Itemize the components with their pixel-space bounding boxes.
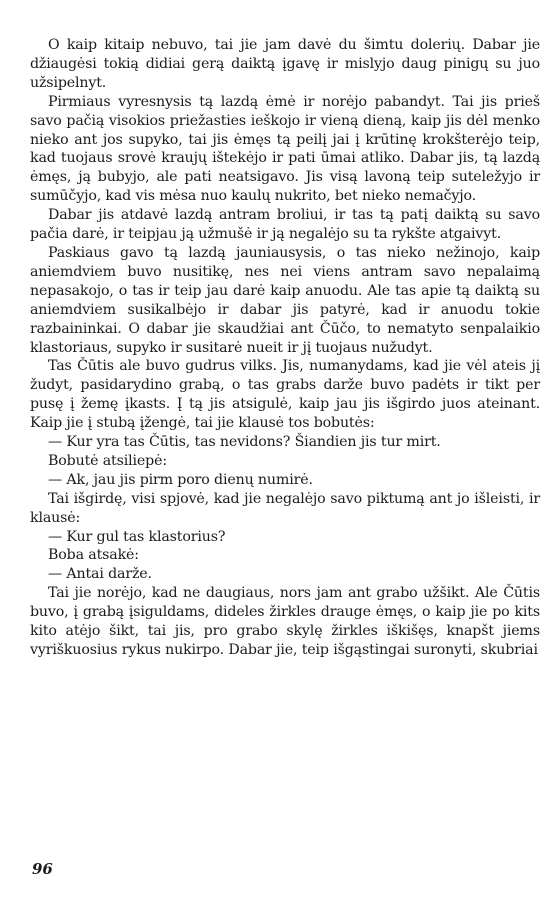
paragraph-11: Boba atsakė: (48, 547, 139, 564)
paragraph-1: O kaip kitaip nebuvo, tai jie jam davė du šimtu dolerių. Dabar jie džiaugėsi tokią didiai gerą daiktą įgavę ir mislyjo daug pinigų su juo užsipelnyt. (30, 37, 540, 91)
paragraph-4: Paskiaus gavo tą lazdą jauniausysis, o tas nieko nežinojo, kaip aniemdviem buvo nusitikę, nes nei viens antram savo nepalaimą nepasakojo, o tas ir teip jau darė kaip anuodu. Ale tas apie tą daiktą su aniemdviem susikalbėjo ir dabar jis patyrė, kad ir anuodu tokie razbaininkai. O dabar jie skaudžiai ant Čūčo, to nematyto senpalaikio klastoriaus, supyko ir susitarė nueit ir jį tuojaus nužudyt. (30, 244, 540, 356)
dialog-line-1: — Kur yra tas Čūtis, tas nevidons? Šiandien jis tur mirt. (48, 434, 441, 451)
paragraph-3: Dabar jis atdavė lazdą antram broliui, ir tas tą patį daiktą su savo pačia darė, ir teipjau ją užmušė ir ją negalėjo su ta rykšte atgaivyt. (30, 207, 540, 243)
page-body (30, 36, 540, 660)
paragraph-5: Tas Čūtis ale buvo gudrus vilks. Jis, numanydams, kad jie vėl ateis jį žudyt, pasidarydino grabą, o tas grabs darže buvo padėts ir tikt per pusę į žemę įkasts. Į tą jis atsigulė, kaip jau jis išgirdo juos ateinant. Kaip jie į stubą įžengė, tai jie klausė tos bobutės: (30, 358, 540, 432)
dialog-line-2: — Ak, jau jis pirm poro dienų numirė. (48, 471, 313, 488)
paragraph-13: Tai jie norėjo, kad ne daugiaus, nors jam ant grabo užšikt. Ale Čūtis buvo, į grabą įsiguldams, dideles žirkles drauge ėmęs, o kaip jie po kits kito atėjo šikt, tai jis, pro grabo skylę žirkles iškišęs, knapšt jiems vyriškuosius rykus nukirpo. Dabar jie, teip išgąstingai suronyti, skubriai (30, 585, 540, 658)
page-number: 96 (32, 860, 53, 878)
paragraph-7: Bobutė atsiliepė: (48, 452, 167, 469)
dialog-line-3: — Kur gul tas klastorius? (48, 528, 226, 545)
paragraph-9: Tai išgirdę, visi spjovė, kad jie negalėjo savo piktumą ant jo išleisti, ir klausė: (30, 490, 540, 526)
paragraph-2: Pirmiaus vyresnysis tą lazdą ėmė ir norėjo pabandyt. Tai jis prieš savo pačią visokios priežasties ieškojo ir vieną dieną, kaip jis dėl menko nieko ant jos supyko, tai jis ėmęs tą peilį jai į krūtinę krokšterėjo teip, kad tuojaus srovė kraujų ištekėjo ir pati ūmai atliko. Dabar jis, tą lazdą ėmęs, ją bubyjo, ale pati neatsigavo. Jis visą lavoną teip suteležyjo ir sumūčyjo, kad vis mėsa nuo kaulų nukrito, bet nieko nemačyjo. (30, 93, 540, 205)
dialog-line-4: — Antai darže. (48, 566, 152, 583)
